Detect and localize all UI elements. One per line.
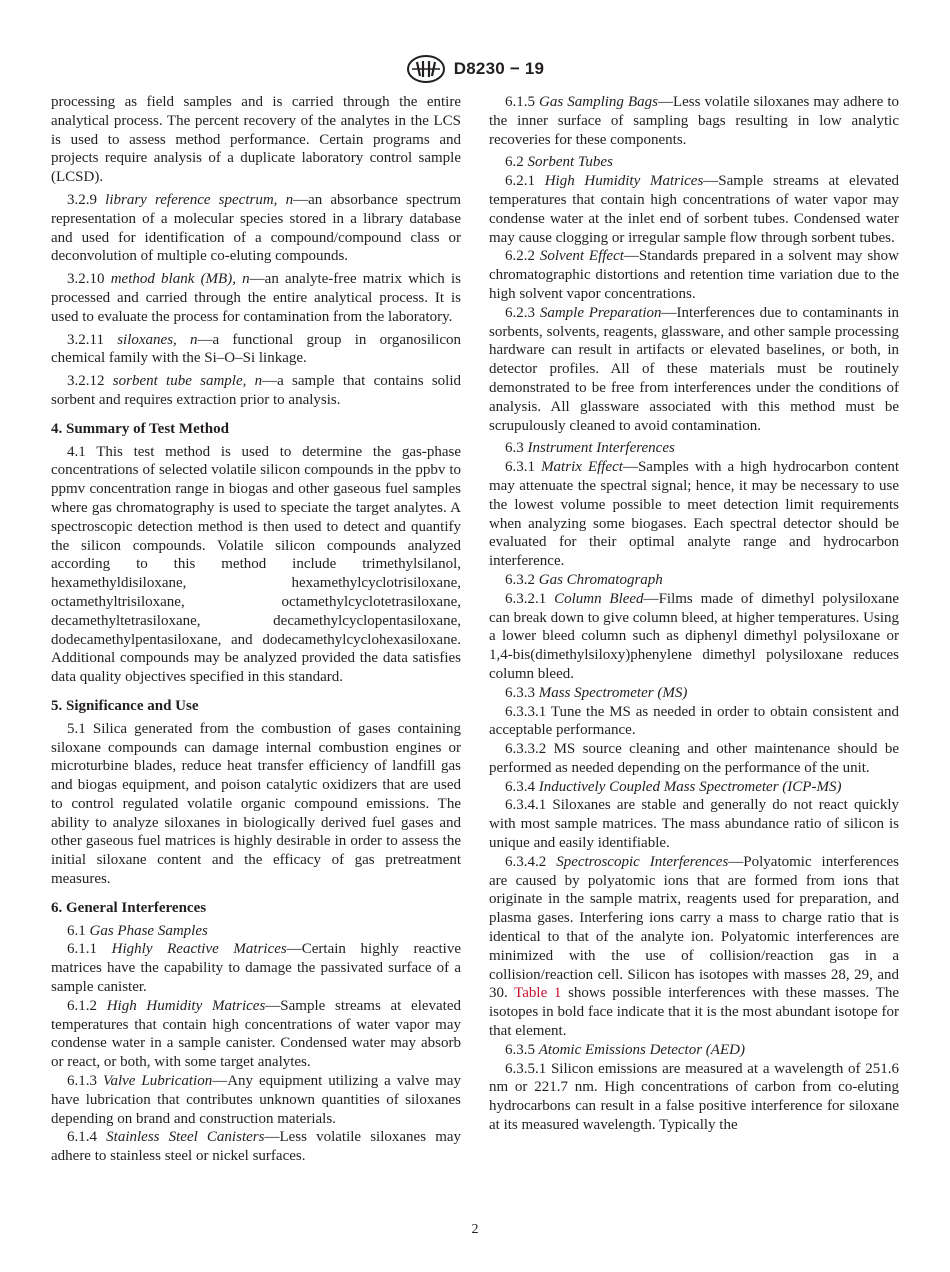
definition-3-2-9: [51, 191, 461, 266]
subsection-text: shows possible interferences with these masses. The isotopes in bold face indicate that it is the most abundant isotope for that element.: [489, 985, 899, 1040]
subsection-title: Gas Sampling Bags: [539, 94, 658, 110]
subsection-6-2-1: [489, 172, 899, 247]
section-number: 6.3.1: [505, 459, 535, 476]
subsection-6-3-4-2: [489, 853, 899, 1041]
subsection-text: —Films made of dimethyl polysiloxane can break down to give column bleed, at higher temperatures. Using a lower bleed column such as diphenyl dimethyl polysiloxane or 1,4-bis(dimethylsiloxy)phenylene dimethyl polysiloxane reduces column bleed.: [489, 590, 899, 682]
definition-term: siloxanes, n: [117, 331, 198, 348]
subsection-title: Instrument Interferences: [527, 440, 675, 457]
subsection-title: Valve Lubrication: [102, 1073, 213, 1090]
subsection-6-1-4: [51, 1128, 461, 1166]
subsection-6-2: [489, 153, 899, 172]
section-number: 6.1.3: [67, 1073, 97, 1090]
subsection-text: —Samples with a high hydrocarbon content may attenuate the spectral signal; hence, it may be necessary to use the lowest volume possible to meet detection limit requirements when analyzing some biogases. Each spectral detector should be evaluated for their optimal analyte range and hydrocarbon interference.: [489, 459, 900, 570]
subsection-title: Stainless Steel Canisters: [106, 1129, 265, 1146]
subsection-title: High Humidity Matrices: [106, 997, 266, 1014]
definition-term: method blank (MB), n: [110, 271, 250, 288]
subsection-text: —Certain highly reactive matrices have the capability to damage the passivated surface of a sample canister.: [51, 941, 462, 996]
section-number: 6.2: [505, 154, 524, 171]
subsection-title: Gas Phase Samples: [89, 922, 208, 939]
definition-text: —a functional group in organosilicon chemical family with the Si–O–Si linkage.: [51, 331, 462, 367]
subsection-6-1-1: [51, 940, 461, 996]
section-number: 6.1: [67, 922, 86, 939]
subsection-6-1-3: [51, 1072, 461, 1128]
paragraph-5-1: 5.1 Silica generated from the combustion of gases containing siloxane compounds can damage internal combustion engines or microturbine blades, reduce heat transfer efficiency of landfill gas and biogas equipment, and poison catalytic oxidizers that are used to control regulated volatile organic compound emissions. The ability to analyze siloxanes in biologically derived fuel gases and other gaseous fuel matrices is highly desirable in order to assess the initial siloxane content and the efficacy of gas pretreatment measures.: [51, 720, 461, 888]
subsection-text: —Standards prepared in a solvent may show chromatographic distortions and retention time variation due to the high solvent vapor concentrations.: [489, 248, 899, 302]
section-heading-4: 4. Summary of Test Method: [51, 420, 229, 437]
paragraph-4-1: 4.1 This test method is used to determine the gas-phase concentrations of selected volatile silicon compounds in the ppbv to ppmv concentration range in biogas and other gaseous fuel samples where gas chromatography is used to speciate the target analytes. A spectroscopic detection method is then used to detect and quantify the silicon compounds. Volatile silicon compounds analyzed according to this method include trimethylsilanol, hexamethyldisiloxane, hexamethylcyclotrisiloxane, octamethyltrisiloxane, octamethylcyclotetrasiloxane, decamethyltetrasiloxane, decamethylcyclopentasiloxane, dodecamethylpentasiloxane, and dodecamethylcyclohexasiloxane. Additional compounds may be analyzed provided the data satisfies data quality objectives specified in this standard.: [51, 443, 461, 686]
subsection-6-1-2: [51, 997, 461, 1072]
subsection-6-3-5: [489, 1041, 899, 1060]
section-number: 6.1.2: [67, 997, 97, 1014]
definition-3-2-10: [51, 270, 461, 326]
subsection-title: Highly Reactive Matrices: [111, 941, 287, 958]
subsection-6-3: [489, 439, 899, 458]
paragraph: processing as field samples and is carried through the entire analytical process. The percent recovery of the analytes in the LCS is used to assess method performance. Certain programs and projects require analysis of a duplicate laboratory control sample (LCSD).: [51, 94, 461, 186]
section-number: 3.2.9: [67, 191, 97, 208]
subsection-text: —Less volatile siloxanes may adhere to stainless steel or nickel surfaces.: [51, 1129, 462, 1165]
definition-text: —a sample that contains solid sorbent and requires extraction prior to analysis.: [51, 373, 461, 408]
section-number: 3.2.11: [67, 331, 104, 348]
subsection-6-3-3: [489, 684, 899, 703]
subsection-6-3-3-2: 6.3.3.2 MS source cleaning and other maintenance should be performed as needed depending on the performance of the unit.: [489, 741, 899, 776]
subsection-title: Mass Spectrometer (MS): [538, 684, 688, 701]
subsection-6-3-4-1: 6.3.4.1 Siloxanes are stable and generally do not react quickly with most sample matrices. The mass abundance ratio of silicon is unique and easily identifiable.: [489, 797, 899, 852]
subsection-title: High Humidity Matrices: [544, 173, 704, 190]
section-number: 3.2.12: [67, 373, 105, 390]
subsection-text: —Sample streams at elevated temperatures that contain high concentrations of water vapor may condense water at the inlet end of sorbent tubes. Condensed water may cause clogging or irregular sample flow through sorbent tubes.: [489, 173, 900, 246]
page-number: 2: [471, 1222, 479, 1237]
subsection-text: —Less volatile siloxanes may adhere to the inner surface of sampling bags resulting in low analytic recoveries for these components.: [489, 94, 899, 148]
subsection-title: Gas Chromatograph: [538, 571, 663, 588]
subsection-title: Atomic Emissions Detector (AED): [538, 1041, 745, 1058]
section-number: 6.3.3: [505, 684, 535, 701]
section-number: 6.3.2: [505, 571, 535, 588]
right-column: [489, 93, 899, 1135]
subsection-6-3-1: [489, 458, 899, 571]
section-number: 6.3: [505, 440, 524, 457]
subsection-title: Solvent Effect: [539, 248, 624, 265]
section-number: 6.1.1: [67, 941, 97, 958]
definition-term: library reference spectrum, n: [105, 191, 294, 208]
section-number: 6.1.5: [505, 94, 535, 110]
subsection-6-3-2: [489, 571, 899, 590]
section-number: 6.3.4.2: [505, 853, 547, 870]
subsection-title: Sample Preparation: [539, 304, 662, 321]
astm-logo-icon: [406, 54, 446, 84]
subsection-6-2-3: [489, 304, 899, 436]
subsection-title: Matrix Effect: [541, 459, 623, 476]
section-number: 6.3.4: [505, 778, 535, 795]
document-id: D8230 − 19: [453, 59, 545, 78]
page-header: [0, 52, 950, 86]
subsection-text: —Interferences due to contaminants in sorbents, solvents, reagents, glassware, and other sample processing hardware can result in artifacts or elevated baselines, or both, in detector profiles. All of these materials must be routinely demonstrated to be free from interferences under the conditions of analysis. All glassware associated with this method must be scrupulously cleaned to avoid contamination.: [489, 304, 900, 434]
subsection-text: —Sample streams at elevated temperatures that contain high concentrations of water vapor may condense water in a sample canister. Condensed water may absorb or react, or both, with some target analytes.: [51, 997, 462, 1071]
section-number: 6.1.4: [67, 1129, 97, 1146]
definition-3-2-11: [51, 331, 461, 369]
subsection-6-1-5: [489, 93, 899, 149]
subsection-text: —Any equipment utilizing a valve may have lubrication that contributes unknown quantities of siloxanes depending on brand and construction materials.: [51, 1073, 461, 1127]
subsection-6-3-3-1: 6.3.3.1 Tune the MS as needed in order to obtain consistent and acceptable performance.: [489, 703, 899, 739]
subsection-title: Spectroscopic Interferences: [556, 853, 729, 870]
subsection-6-3-2-1: [489, 590, 899, 684]
section-number: 3.2.10: [67, 271, 105, 288]
section-number: 6.3.2.1: [505, 590, 547, 607]
section-heading-6: 6. General Interferences: [51, 899, 207, 916]
left-column: [51, 93, 461, 1166]
section-number: 6.2.2: [505, 248, 535, 265]
subsection-6-3-5-1: 6.3.5.1 Silicon emissions are measured at a wavelength of 251.6 nm or 221.7 nm. High concentrations of carbon from co-eluting hydrocarbons can result in a false positive interference for siloxane at its measured wavelength. Typically the: [489, 1060, 899, 1134]
subsection-6-3-4: [489, 778, 899, 797]
subsection-title: Column Bleed: [554, 590, 644, 607]
section-number: 6.3.5: [505, 1041, 535, 1058]
table-1-link[interactable]: Table 1: [514, 985, 562, 1002]
subsection-title: Inductively Coupled Mass Spectrometer (ICP-MS): [538, 778, 842, 795]
section-number: 6.2.3: [505, 304, 535, 321]
definition-text: —an absorbance spectrum representation of a molecular species stored in a library database and used for identification of a compound/compound class or deconvolution of multiple co-eluting compounds.: [51, 191, 461, 265]
subsection-6-2-2: [489, 247, 899, 303]
section-heading-5: 5. Significance and Use: [51, 697, 199, 714]
definition-text: —an analyte-free matrix which is processed and carried through the entire analytical process. It is used to evaluate the process for contamination from the laboratory.: [51, 271, 461, 325]
definition-term: sorbent tube sample, n: [112, 373, 263, 390]
subsection-text: —Polyatomic interferences are caused by polyatomic ions that are formed from ions that originate in the sample matrix, reagents used for preparation, and plasma gases. Interfering ions carry a mass to charge ratio that is identical to that of the analyte ion. Polyatomic interferences are minimized with the use of collision/reaction gas in a collision/reaction cell. Silicon has isotopes with masses 28, 29, and 30.: [489, 853, 899, 1002]
subsection-title: Sorbent Tubes: [527, 154, 613, 171]
subsection-6-1: [51, 922, 461, 941]
definition-3-2-12: [51, 372, 461, 410]
section-number: 6.2.1: [505, 173, 535, 190]
